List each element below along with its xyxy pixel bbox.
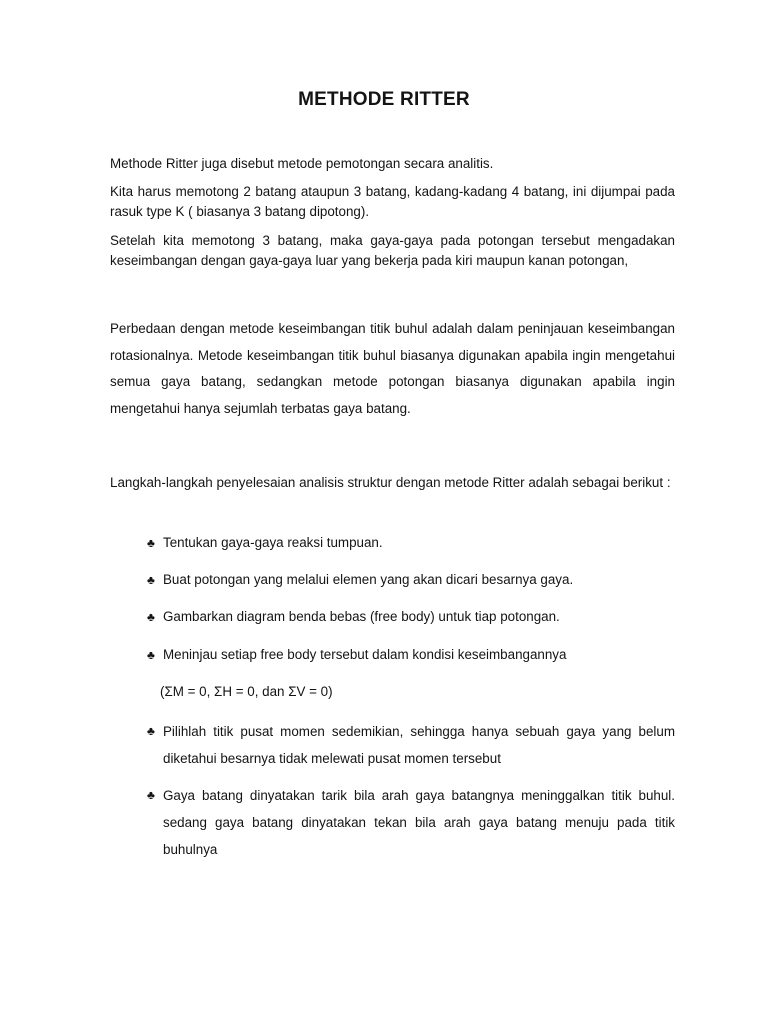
club-bullet-icon: ♣ — [147, 724, 155, 738]
club-bullet-icon: ♣ — [147, 573, 155, 587]
club-bullet-icon: ♣ — [147, 610, 155, 624]
list-item — [147, 645, 675, 665]
list-item — [147, 533, 675, 553]
equilibrium-equation: (ΣM = 0, ΣH = 0, dan ΣV = 0) — [160, 684, 333, 699]
step-text: Gaya batang dinyatakan tarik bila arah gaya batangnya meninggalkan titik buhul. sedang gaya batang dinyatakan tekan bila arah gaya batang menuju pada titik buhulnya — [163, 788, 675, 857]
list-item — [147, 782, 675, 863]
list-item — [147, 718, 675, 772]
club-bullet-icon: ♣ — [147, 536, 155, 550]
paragraph-definition: Methode Ritter juga disebut metode pemotongan secara analitis. — [110, 156, 494, 171]
paragraph-cutting: Kita harus memotong 2 batang ataupun 3 batang, kadang-kadang 4 batang, ini dijumpai pada rasuk type K ( biasanya 3 batang dipotong). — [110, 184, 675, 219]
club-bullet-icon: ♣ — [147, 648, 155, 662]
step-text: Meninjau setiap free body tersebut dalam kondisi keseimbangannya — [163, 647, 567, 662]
list-item — [147, 607, 675, 627]
club-bullet-icon: ♣ — [147, 788, 155, 802]
step-text: Tentukan gaya-gaya reaksi tumpuan. — [163, 535, 383, 550]
paragraph-comparison: Perbedaan dengan metode keseimbangan titik buhul adalah dalam peninjauan keseimbangan rotasionalnya. Metode keseimbangan titik buhul biasanya digunakan apabila ingin mengetahui semua gaya batang, sedangkan metode potongan biasanya digunakan apabila ingin mengetahui hanya sejumlah terbatas gaya batang. — [110, 321, 675, 416]
step-text: Pilihlah titik pusat momen sedemikian, sehingga hanya sebuah gaya yang belum diketahui besarnya tidak melewati pusat momen tersebut — [163, 724, 675, 766]
list-item — [147, 570, 675, 590]
step-text: Buat potongan yang melalui elemen yang akan dicari besarnya gaya. — [163, 572, 574, 587]
paragraph-steps-intro: Langkah-langkah penyelesaian analisis struktur dengan metode Ritter adalah sebagai berikut : — [110, 475, 671, 490]
paragraph-equilibrium: Setelah kita memotong 3 batang, maka gaya-gaya pada potongan tersebut mengadakan keseimbangan dengan gaya-gaya luar yang bekerja pada kiri maupun kanan potongan, — [110, 233, 675, 268]
step-text: Gambarkan diagram benda bebas (free body) untuk tiap potongan. — [163, 609, 560, 624]
document-title: METHODE RITTER — [298, 89, 470, 110]
